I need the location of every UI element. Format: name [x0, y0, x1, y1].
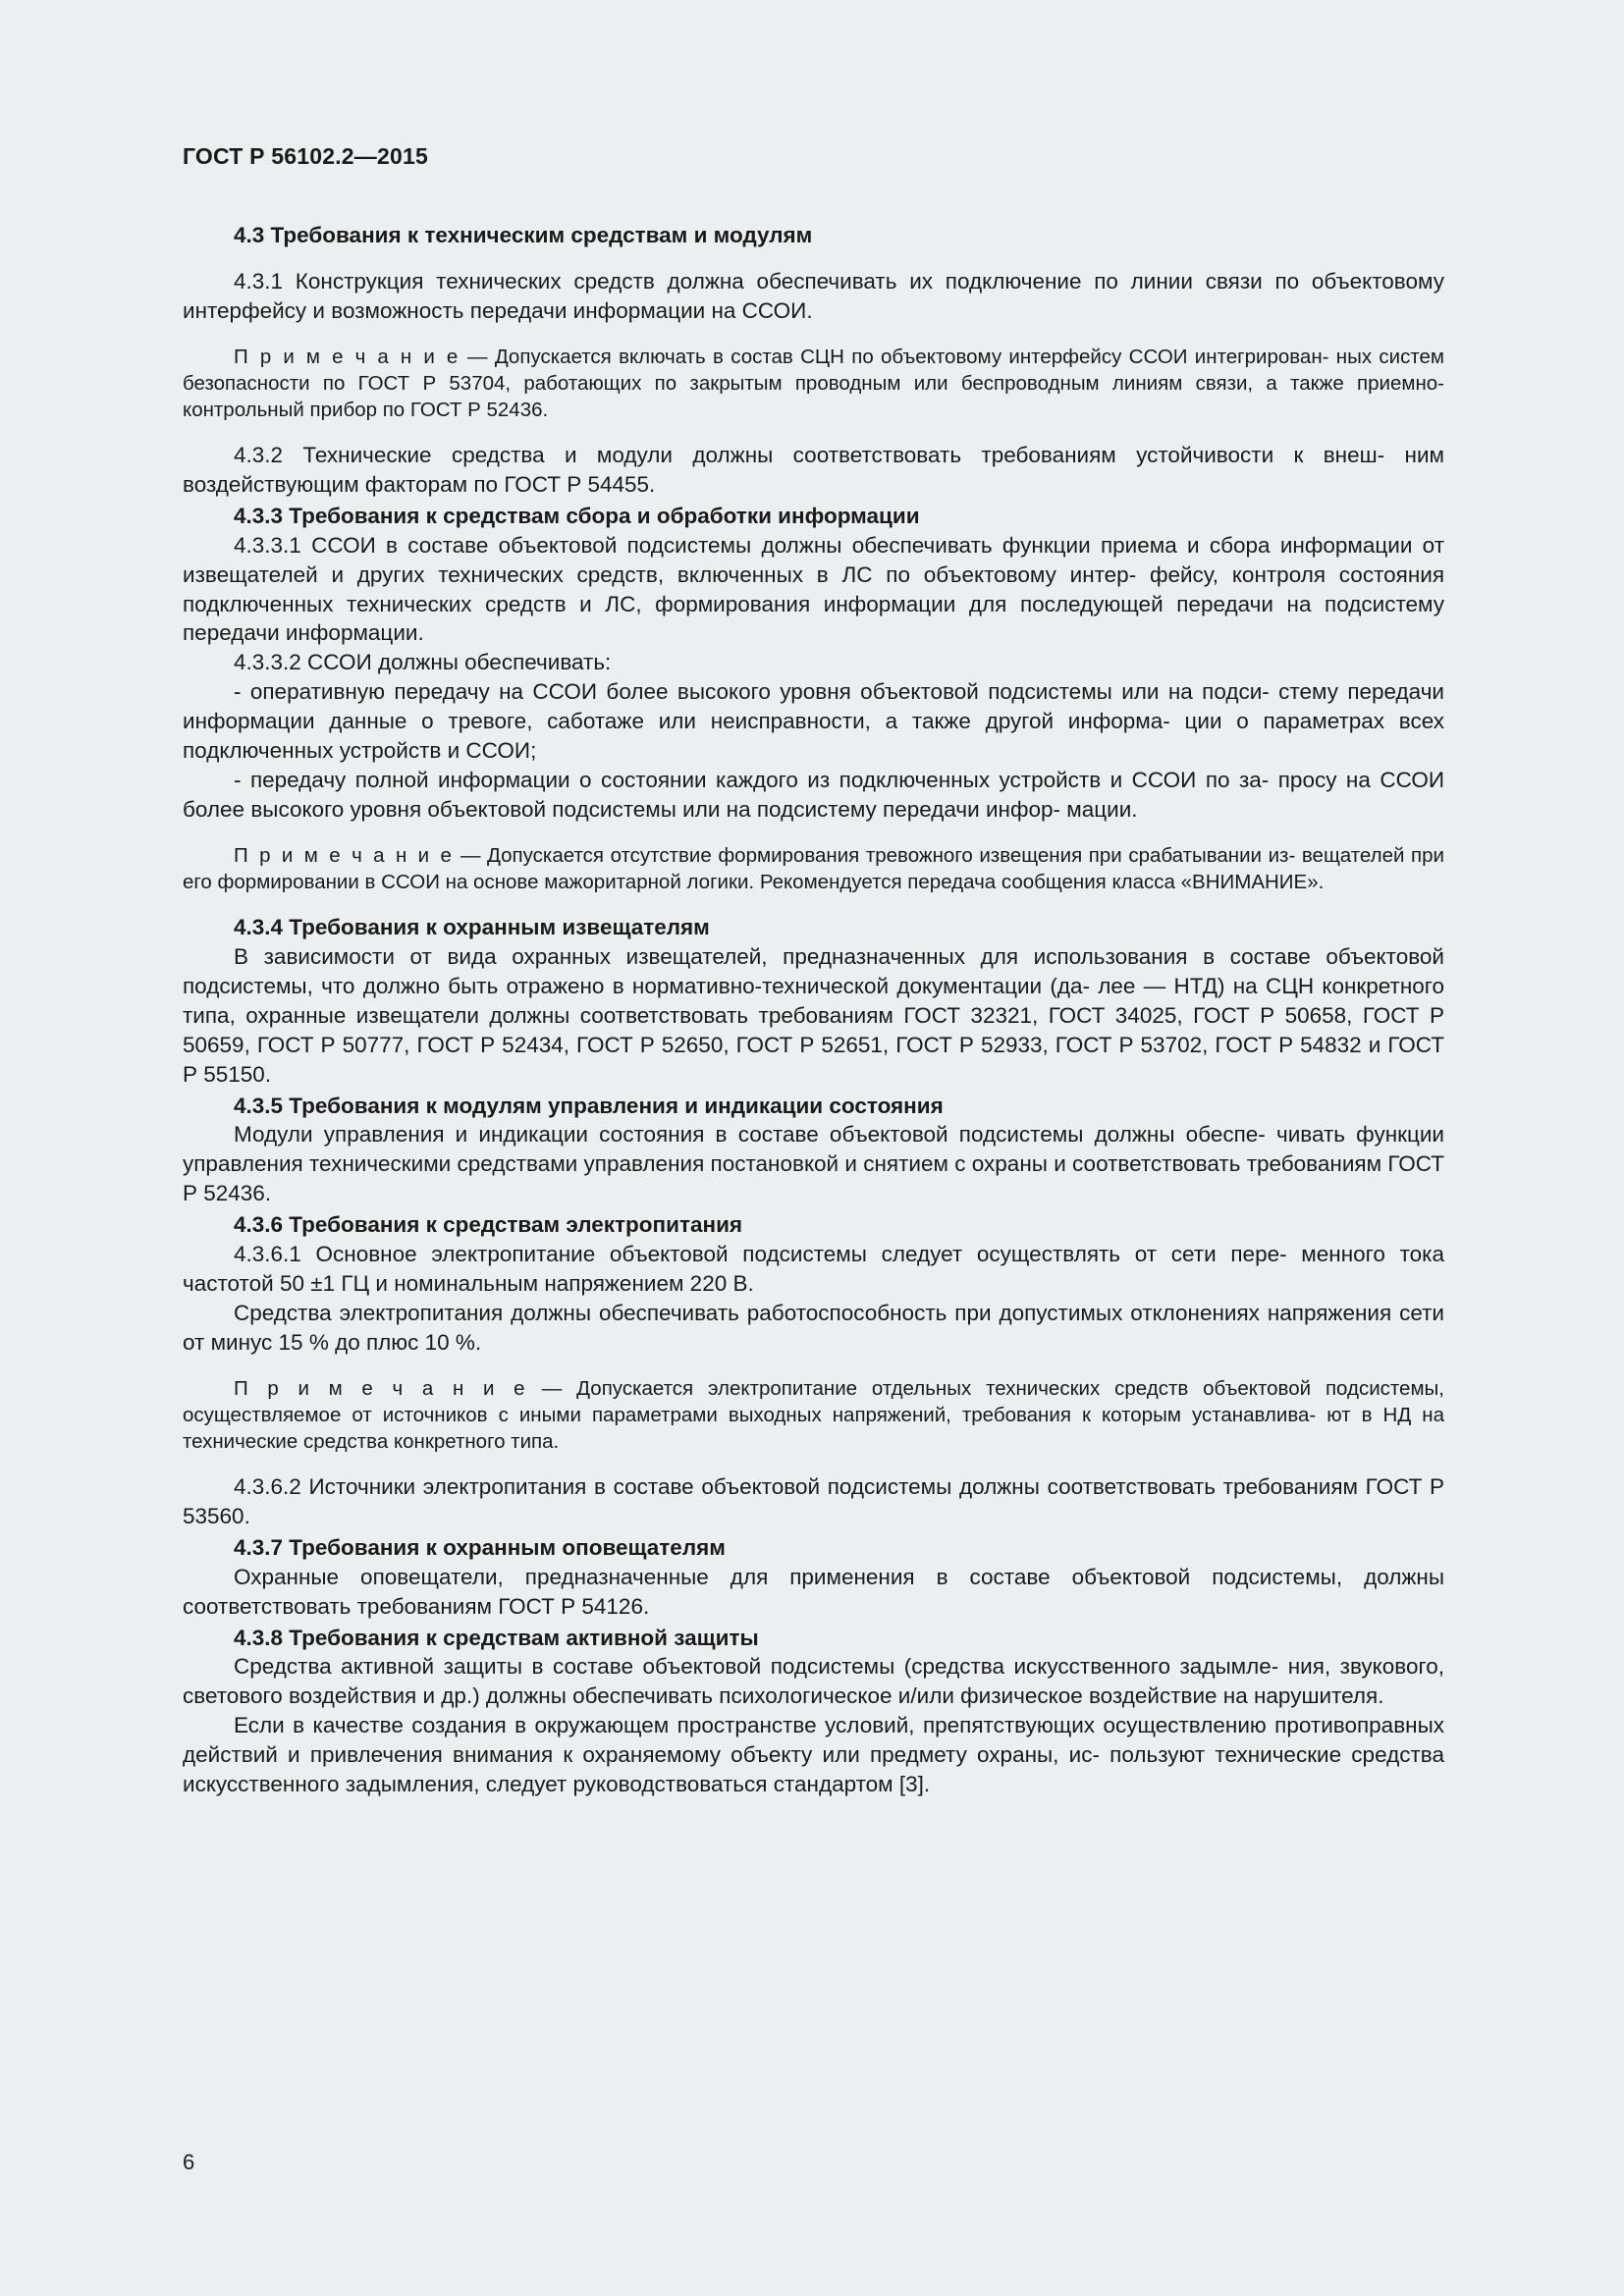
section-heading-4-3-4: 4.3.4 Требования к охранным извещателям: [234, 914, 710, 939]
section-heading-4-3-5: 4.3.5 Требования к модулям управления и индикации состояния: [234, 1093, 944, 1118]
list-item-dash-2: - передачу полной информации о состоянии каждого из подключенных устройств и ССОИ по за- просу на ССОИ более высокого уровня объектовой подсистемы или на подсистему передачи инфор- мации.: [183, 768, 1444, 822]
section-heading-4-3: 4.3 Требования к техническим средствам и модулям: [234, 223, 813, 247]
paragraph-4-3-8b: Если в качестве создания в окружающем пространстве условий, препятствующих осуществлению противоправных действий и привлечения внимания к охраняемому объекту или предмету охраны, ис- пользуют технические средства искусственного задымления, следует руководствоваться стандартом [3].: [183, 1713, 1444, 1797]
paragraph-4-3-8: Средства активной защиты в составе объектовой подсистемы (средства искусственного задымле- ния, звукового, светового воздействия и др.) должны обеспечивать психологическое и/или физическое воздействие на нарушителя.: [183, 1654, 1444, 1709]
note-2-label: П р и м е ч а н и е: [234, 843, 455, 867]
paragraph-4-3-4: В зависимости от вида охранных извещателей, предназначенных для использования в составе объектовой подсистемы, что должно быть отражено в нормативно-технической документации (да- лее — НТД) на СЦН конкретного типа, охранные извещатели должны соответствовать требованиям ГОСТ 32321, ГОСТ 34025, ГОСТ Р 50658, ГОСТ Р 50659, ГОСТ Р 50777, ГОСТ Р 52434, ГОСТ Р 52650, ГОСТ Р 52651, ГОСТ Р 52933, ГОСТ Р 53702, ГОСТ Р 54832 и ГОСТ Р 55150.: [183, 943, 1444, 1087]
paragraph-4-3-7: Охранные оповещатели, предназначенные для применения в составе объектовой подсистемы, должны соответствовать требованиям ГОСТ Р 54126.: [183, 1564, 1444, 1619]
paragraph-4-3-5: Модули управления и индикации состояния в составе объектовой подсистемы должны обеспе- чивать функции управления техническими средствами управления постановкой и снятием с охраны и соответствовать требованиям ГОСТ Р 52436.: [183, 1122, 1444, 1206]
paragraph-4-3-6-1b: Средства электропитания должны обеспечивать работоспособность при допустимых отклонениях напряжения сети от минус 15 % до плюс 10 %.: [183, 1300, 1444, 1355]
paragraph-4-3-1: 4.3.1 Конструкция технических средств должна обеспечивать их подключение по линии связи по объектовому интерфейсу и возможность передачи информации на ССОИ.: [183, 268, 1444, 323]
paragraph-4-3-2: 4.3.2 Технические средства и модули должны соответствовать требованиям устойчивости к внеш- ним воздействующим факторам по ГОСТ Р 54455.: [183, 442, 1444, 497]
document-header: ГОСТ Р 56102.2—2015: [183, 143, 428, 169]
paragraph-4-3-3-2: 4.3.3.2 ССОИ должны обеспечивать:: [234, 650, 612, 675]
note-3: [183, 1375, 1444, 1455]
section-heading-4-3-6: 4.3.6 Требования к средствам электропитания: [234, 1212, 743, 1238]
note-3-text: — Допускается электропитание отдельных технических средств объектовой подсистемы, осуществляемое от источников с иными параметрами выходных напряжений, требования к которым устанавлива- ют в НД на технические средства конкретного типа.: [183, 1376, 1444, 1453]
note-3-label: П р и м е ч а н и е: [234, 1376, 527, 1400]
paragraph-4-3-6-2: 4.3.6.2 Источники электропитания в составе объектовой подсистемы должны соответствовать требованиям ГОСТ Р 53560.: [183, 1473, 1444, 1528]
list-item-dash-1: - оперативную передачу на ССОИ более высокого уровня объектовой подсистемы или на подси- стему передачи информации данные о тревоге, саботаже или неисправности, а также другой информа- ции о параметрах всех подключенных устройств и ССОИ;: [183, 679, 1444, 764]
note-1-text: — Допускается включать в состав СЦН по объектовому интерфейсу ССОИ интегрирован- ных систем безопасности по ГОСТ Р 53704, работающих по закрытым проводным или беспроводным линиям связи, а также приемно-контрольный прибор по ГОСТ Р 52436.: [183, 345, 1444, 421]
note-2: [183, 842, 1444, 895]
note-1: [183, 344, 1444, 423]
note-1-label: П р и м е ч а н и е: [234, 345, 460, 368]
section-heading-4-3-8: 4.3.8 Требования к средствам активной защиты: [234, 1625, 759, 1650]
note-2-text: — Допускается отсутствие формирования тревожного извещения при срабатывании из- вещателей при его формировании в ССОИ на основе мажоритарной логики. Рекомендуется передача сообщения класса «ВНИМАНИЕ».: [183, 843, 1444, 893]
paragraph-4-3-3-1: 4.3.3.1 ССОИ в составе объектовой подсистемы должны обеспечивать функции приема и сбора информации от извещателей и других технических средств, включенных в ЛС по объектовому интер- фейсу, контроля состояния подключенных технических средств и ЛС, формирования информации для последующей передачи на подсистему передачи информации.: [183, 532, 1444, 646]
page-content: [183, 143, 1444, 1799]
document-body: [183, 221, 1444, 1799]
section-heading-4-3-3: 4.3.3 Требования к средствам сбора и обработки информации: [234, 503, 920, 528]
paragraph-4-3-6-1: 4.3.6.1 Основное электропитание объектовой подсистемы следует осуществлять от сети пере- менного тока частотой 50 ±1 ГЦ и номинальным напряжением 220 В.: [183, 1242, 1444, 1297]
page-number: 6: [183, 2150, 195, 2174]
section-heading-4-3-7: 4.3.7 Требования к охранным оповещателям: [234, 1534, 726, 1560]
